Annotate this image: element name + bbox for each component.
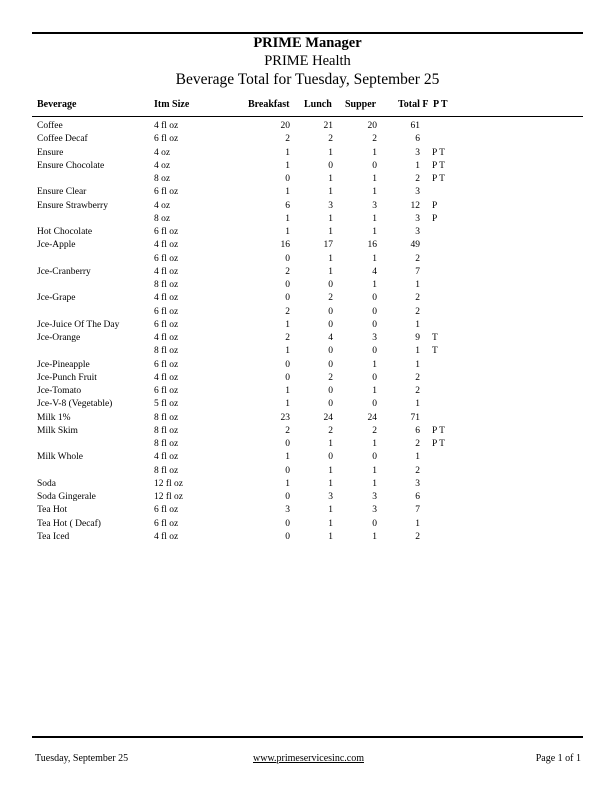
cell-lunch: 24 — [323, 412, 333, 423]
cell-supper: 0 — [372, 306, 377, 317]
table-row — [0, 292, 613, 305]
col-header-size: Itm Size — [154, 99, 190, 110]
cell-lunch: 17 — [323, 240, 333, 251]
cell-total: 1 — [415, 319, 420, 330]
table-row — [0, 438, 613, 451]
cell-total: 7 — [415, 266, 420, 277]
cell-breakfast: 2 — [285, 134, 290, 145]
table-row — [0, 160, 613, 173]
cell-pt: P T — [432, 439, 445, 449]
cell-breakfast: 0 — [285, 492, 290, 502]
cell-total: 2 — [415, 306, 420, 317]
cell-size: 4 fl oz — [154, 293, 179, 304]
cell-total: 2 — [415, 439, 420, 449]
cell-supper: 1 — [372, 174, 377, 184]
table-row — [0, 531, 613, 544]
cell-lunch: 0 — [328, 280, 333, 290]
table-row — [0, 478, 613, 491]
cell-total: 3 — [415, 478, 420, 489]
cell-lunch: 1 — [328, 227, 333, 237]
bottom-rule — [32, 736, 583, 738]
cell-beverage: Milk 1% — [37, 412, 71, 423]
cell-total: 6 — [415, 425, 420, 436]
cell-supper: 0 — [372, 399, 377, 410]
cell-size: 6 fl oz — [154, 227, 179, 237]
cell-breakfast: 16 — [280, 240, 290, 251]
cell-beverage: Milk Whole — [37, 452, 84, 463]
cell-size: 6 fl oz — [154, 505, 179, 516]
cell-total: 1 — [415, 280, 420, 290]
cell-lunch: 2 — [328, 134, 333, 145]
cell-size: 6 fl oz — [154, 386, 179, 396]
cell-lunch: 3 — [328, 200, 333, 211]
cell-pt: P — [432, 200, 438, 211]
cell-lunch: 21 — [323, 121, 333, 131]
cell-breakfast: 6 — [285, 200, 290, 211]
cell-supper: 1 — [372, 478, 377, 489]
cell-pt: T — [432, 333, 438, 343]
cell-beverage: Tea Hot — [37, 505, 68, 516]
cell-beverage: Jce-Orange — [37, 333, 81, 343]
cell-beverage: Ensure Chocolate — [37, 160, 105, 171]
table-row — [0, 345, 613, 358]
cell-pt: T — [432, 346, 438, 357]
cell-total: 49 — [410, 240, 420, 251]
cell-breakfast: 1 — [285, 227, 290, 237]
cell-supper: 0 — [372, 293, 377, 304]
cell-size: 8 fl oz — [154, 439, 179, 449]
cell-breakfast: 0 — [285, 280, 290, 290]
cell-supper: 1 — [372, 386, 377, 396]
cell-supper: 0 — [372, 372, 377, 383]
cell-breakfast: 2 — [285, 266, 290, 277]
cell-lunch: 1 — [328, 147, 333, 158]
cell-beverage: Soda Gingerale — [37, 492, 96, 502]
header-rule — [32, 116, 583, 117]
table-row — [0, 279, 613, 292]
cell-supper: 1 — [372, 531, 377, 542]
cell-size: 4 oz — [154, 160, 171, 171]
cell-size: 8 fl oz — [154, 280, 179, 290]
cell-total: 2 — [415, 293, 420, 304]
cell-breakfast: 1 — [285, 478, 290, 489]
cell-supper: 20 — [367, 121, 377, 131]
cell-total: 3 — [415, 187, 420, 198]
cell-size: 12 fl oz — [154, 478, 184, 489]
cell-size: 5 fl oz — [154, 399, 179, 410]
table-row — [0, 398, 613, 411]
cell-total: 1 — [415, 399, 420, 410]
cell-size: 8 fl oz — [154, 346, 179, 357]
cell-beverage: Ensure — [37, 147, 64, 158]
cell-lunch: 1 — [328, 266, 333, 277]
cell-beverage: Tea Iced — [37, 531, 70, 542]
cell-supper: 2 — [372, 425, 377, 436]
cell-supper: 1 — [372, 359, 377, 370]
table-row — [0, 518, 613, 531]
cell-total: 3 — [415, 213, 420, 224]
cell-beverage: Jce-Apple — [37, 240, 76, 251]
cell-size: 4 fl oz — [154, 240, 179, 251]
table-row — [0, 173, 613, 186]
table-row — [0, 319, 613, 332]
table-row — [0, 213, 613, 226]
cell-supper: 1 — [372, 439, 377, 449]
cell-supper: 0 — [372, 160, 377, 171]
cell-supper: 16 — [367, 240, 377, 251]
cell-lunch: 0 — [328, 452, 333, 463]
cell-total: 71 — [410, 412, 420, 423]
cell-breakfast: 20 — [280, 121, 290, 131]
report-app-title: PRIME Manager — [253, 35, 362, 51]
cell-total: 7 — [415, 505, 420, 516]
cell-pt: P T — [432, 174, 445, 184]
col-header-beverage: Beverage — [37, 99, 77, 110]
cell-total: 6 — [415, 492, 420, 502]
cell-size: 4 fl oz — [154, 333, 179, 343]
cell-lunch: 0 — [328, 399, 333, 410]
cell-lunch: 0 — [328, 160, 333, 171]
cell-breakfast: 1 — [285, 160, 290, 171]
cell-supper: 1 — [372, 253, 377, 264]
col-header-breakfast: Breakfast — [248, 99, 290, 110]
cell-lunch: 1 — [328, 213, 333, 224]
footer-link[interactable]: www.primeservicesinc.com — [253, 753, 364, 764]
cell-breakfast: 1 — [285, 346, 290, 357]
cell-beverage: Jce-Punch Fruit — [37, 372, 97, 383]
cell-total: 6 — [415, 134, 420, 145]
table-row — [0, 465, 613, 478]
table-row — [0, 451, 613, 464]
cell-total: 2 — [415, 386, 420, 396]
cell-total: 2 — [415, 372, 420, 383]
cell-lunch: 2 — [328, 293, 333, 304]
table-row — [0, 239, 613, 252]
cell-breakfast: 0 — [285, 253, 290, 264]
table-row — [0, 147, 613, 160]
table-row — [0, 504, 613, 517]
cell-beverage: Jce-Tomato — [37, 386, 82, 396]
cell-supper: 3 — [372, 505, 377, 516]
cell-breakfast: 2 — [285, 333, 290, 343]
col-header-supper: Supper — [345, 99, 377, 110]
cell-beverage: Coffee Decaf — [37, 134, 88, 145]
cell-lunch: 4 — [328, 333, 333, 343]
cell-size: 4 fl oz — [154, 452, 179, 463]
cell-total: 2 — [415, 465, 420, 476]
cell-total: 1 — [415, 359, 420, 370]
cell-breakfast: 0 — [285, 174, 290, 184]
table-row — [0, 425, 613, 438]
cell-supper: 1 — [372, 280, 377, 290]
cell-beverage: Jce-Juice Of The Day — [37, 319, 120, 330]
cell-supper: 2 — [372, 134, 377, 145]
cell-supper: 1 — [372, 147, 377, 158]
cell-total: 1 — [415, 160, 420, 171]
cell-lunch: 2 — [328, 372, 333, 383]
cell-total: 1 — [415, 518, 420, 529]
cell-total: 3 — [415, 147, 420, 158]
cell-total: 12 — [410, 200, 420, 211]
cell-size: 8 fl oz — [154, 465, 179, 476]
cell-size: 4 oz — [154, 200, 171, 211]
table-row — [0, 372, 613, 385]
cell-size: 6 fl oz — [154, 306, 179, 317]
cell-size: 6 fl oz — [154, 359, 179, 370]
cell-breakfast: 1 — [285, 386, 290, 396]
cell-breakfast: 1 — [285, 319, 290, 330]
cell-lunch: 1 — [328, 518, 333, 529]
table-row — [0, 306, 613, 319]
cell-total: 2 — [415, 253, 420, 264]
table-row — [0, 133, 613, 146]
cell-breakfast: 2 — [285, 425, 290, 436]
table-row — [0, 412, 613, 425]
cell-total: 61 — [410, 121, 420, 131]
cell-supper: 3 — [372, 492, 377, 502]
cell-breakfast: 1 — [285, 452, 290, 463]
cell-lunch: 1 — [328, 253, 333, 264]
cell-lunch: 0 — [328, 306, 333, 317]
cell-lunch: 1 — [328, 174, 333, 184]
cell-size: 8 fl oz — [154, 412, 179, 423]
table-row — [0, 491, 613, 504]
col-header-total: Total F — [398, 99, 429, 110]
cell-size: 6 fl oz — [154, 518, 179, 529]
cell-pt: P — [432, 213, 438, 224]
cell-size: 4 fl oz — [154, 266, 179, 277]
cell-size: 6 fl oz — [154, 187, 179, 198]
cell-total: 3 — [415, 227, 420, 237]
cell-beverage: Jce-Grape — [37, 293, 76, 304]
col-header-lunch: Lunch — [304, 99, 332, 110]
cell-breakfast: 0 — [285, 372, 290, 383]
cell-size: 6 fl oz — [154, 253, 179, 264]
cell-beverage: Jce-Cranberry — [37, 266, 91, 277]
cell-size: 8 oz — [154, 174, 171, 184]
cell-total: 2 — [415, 174, 420, 184]
table-row — [0, 359, 613, 372]
cell-size: 6 fl oz — [154, 319, 179, 330]
table-row — [0, 253, 613, 266]
top-rule — [32, 32, 583, 34]
cell-lunch: 0 — [328, 359, 333, 370]
cell-supper: 0 — [372, 452, 377, 463]
cell-lunch: 1 — [328, 478, 333, 489]
cell-supper: 1 — [372, 187, 377, 198]
cell-total: 2 — [415, 531, 420, 542]
cell-total: 1 — [415, 452, 420, 463]
cell-supper: 4 — [372, 266, 377, 277]
table-row — [0, 226, 613, 239]
footer-date: Tuesday, September 25 — [35, 753, 129, 764]
cell-beverage: Tea Hot ( Decaf) — [37, 518, 101, 529]
cell-supper: 1 — [372, 227, 377, 237]
footer-page-number: Page 1 of 1 — [535, 753, 581, 764]
cell-breakfast: 0 — [285, 359, 290, 370]
cell-beverage: Soda — [37, 478, 56, 489]
cell-breakfast: 1 — [285, 147, 290, 158]
cell-total: 1 — [415, 346, 420, 357]
cell-size: 12 fl oz — [154, 492, 184, 502]
cell-pt: P T — [432, 147, 445, 158]
cell-lunch: 3 — [328, 492, 333, 502]
cell-beverage: Coffee — [37, 121, 63, 131]
cell-beverage: Ensure Clear — [37, 187, 87, 198]
report-title: Beverage Total for Tuesday, September 25 — [175, 71, 440, 88]
table-row — [0, 200, 613, 213]
cell-breakfast: 2 — [285, 306, 290, 317]
table-row — [0, 385, 613, 398]
cell-size: 4 oz — [154, 147, 171, 158]
table-row — [0, 120, 613, 133]
cell-breakfast: 0 — [285, 439, 290, 449]
beverage-table — [0, 120, 613, 544]
cell-pt: P T — [432, 160, 445, 171]
cell-supper: 3 — [372, 333, 377, 343]
cell-beverage: Jce-V-8 (Vegetable) — [37, 399, 113, 410]
cell-size: 4 fl oz — [154, 372, 179, 383]
col-header-pt: P T — [433, 99, 448, 110]
cell-beverage: Jce-Pineapple — [37, 359, 90, 370]
cell-size: 6 fl oz — [154, 134, 179, 145]
cell-lunch: 1 — [328, 465, 333, 476]
cell-lunch: 2 — [328, 425, 333, 436]
cell-supper: 0 — [372, 346, 377, 357]
cell-supper: 3 — [372, 200, 377, 211]
cell-supper: 24 — [367, 412, 377, 423]
cell-breakfast: 3 — [285, 505, 290, 516]
cell-breakfast: 0 — [285, 293, 290, 304]
cell-size: 4 fl oz — [154, 531, 179, 542]
cell-beverage: Ensure Strawberry — [37, 200, 108, 211]
cell-breakfast: 1 — [285, 213, 290, 224]
cell-breakfast: 0 — [285, 531, 290, 542]
cell-pt: P T — [432, 425, 445, 436]
cell-breakfast: 0 — [285, 518, 290, 529]
cell-supper: 1 — [372, 213, 377, 224]
cell-size: 8 fl oz — [154, 425, 179, 436]
cell-breakfast: 23 — [280, 412, 290, 423]
report-facility-name: PRIME Health — [264, 53, 351, 69]
cell-lunch: 0 — [328, 386, 333, 396]
cell-size: 8 oz — [154, 213, 171, 224]
cell-supper: 1 — [372, 465, 377, 476]
cell-lunch: 1 — [328, 187, 333, 198]
cell-beverage: Milk Skim — [37, 425, 78, 436]
table-row — [0, 186, 613, 199]
cell-total: 9 — [415, 333, 420, 343]
cell-supper: 0 — [372, 518, 377, 529]
cell-lunch: 0 — [328, 346, 333, 357]
table-row — [0, 266, 613, 279]
cell-lunch: 1 — [328, 505, 333, 516]
cell-size: 4 fl oz — [154, 121, 179, 131]
table-row — [0, 332, 613, 345]
cell-lunch: 1 — [328, 439, 333, 449]
cell-breakfast: 1 — [285, 187, 290, 198]
cell-lunch: 1 — [328, 531, 333, 542]
cell-breakfast: 0 — [285, 465, 290, 476]
cell-supper: 0 — [372, 319, 377, 330]
cell-breakfast: 1 — [285, 399, 290, 410]
cell-lunch: 0 — [328, 319, 333, 330]
cell-beverage: Hot Chocolate — [37, 227, 93, 237]
